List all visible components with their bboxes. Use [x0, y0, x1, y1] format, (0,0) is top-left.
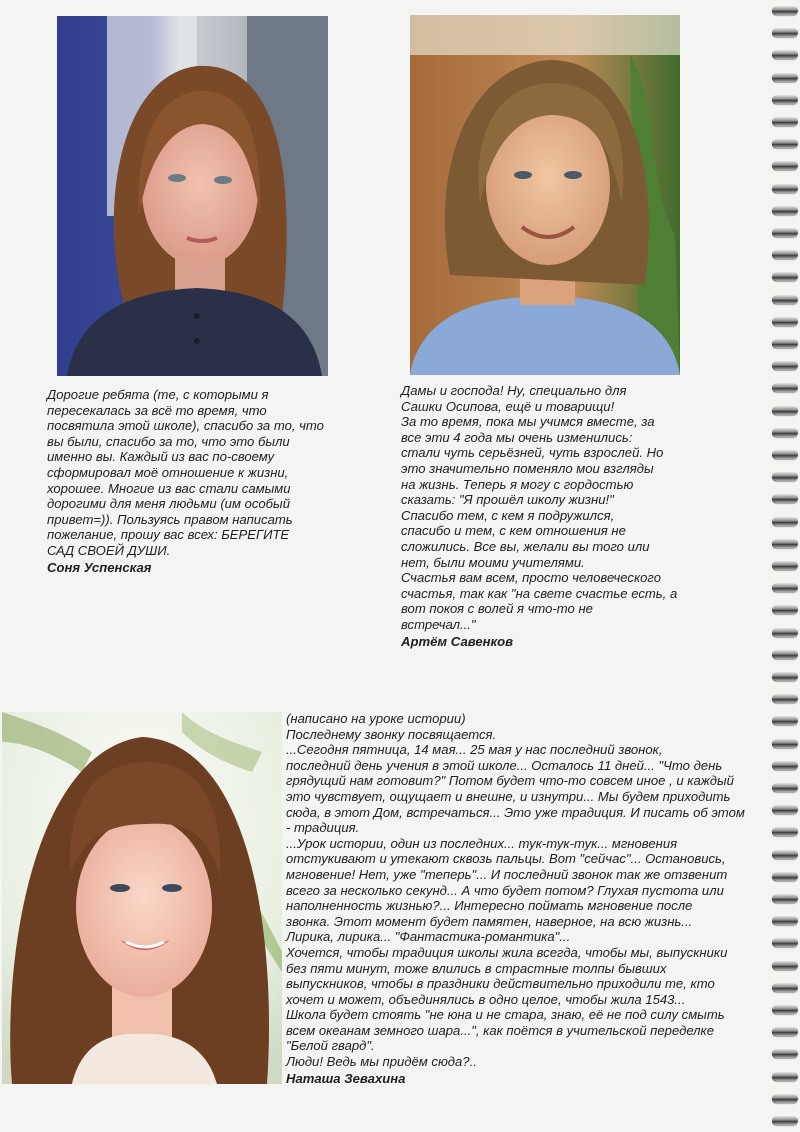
binding-ring [772, 872, 798, 881]
binding-ring [772, 6, 798, 15]
binding-ring [772, 694, 798, 703]
portrait-sonya-image [57, 16, 328, 376]
binding-ring [772, 250, 798, 259]
message-line: привет=)). Пользуясь правом написать [47, 511, 293, 527]
binding-ring [772, 850, 798, 859]
binding-ring [772, 117, 798, 126]
message-line: это значительно поменяло мои взгляды [401, 460, 654, 476]
message-artyom [401, 383, 731, 650]
binding-ring [772, 184, 798, 193]
binding-ring [772, 450, 798, 459]
message-line: За то время, пока мы учимся вместе, за [401, 414, 655, 430]
binding-ring [772, 1005, 798, 1014]
message-line: это чувствует, ощущает и внешне, и изнутри... Мы будем приходить [286, 788, 731, 804]
binding-ring [772, 561, 798, 570]
binding-ring [772, 361, 798, 370]
binding-ring [772, 1072, 798, 1081]
binding-ring [772, 472, 798, 481]
photo-artyom [410, 15, 680, 375]
portrait-artyom-image [410, 15, 680, 375]
photo-sonya [57, 16, 328, 376]
message-line: сформировал моё отношение к жизни, [47, 464, 289, 480]
binding-ring [772, 383, 798, 392]
message-line: все эти 4 года мы очень изменились: [401, 429, 633, 445]
message-line: наполненность жизнью?... Интересно поймать мгновение после [286, 898, 693, 914]
message-line: грядущий нам готовит?" Потом будет что-то совсем иное , и каждый [286, 773, 734, 789]
message-line: стали чуть серьёзней, чуть взрослей. Но [401, 445, 664, 461]
message-line: встречал..." [401, 616, 476, 632]
binding-ring [772, 1049, 798, 1058]
message-line: пожелание, прошу вас всех: БЕРЕГИТЕ [47, 527, 290, 543]
binding-ring [772, 95, 798, 104]
binding-ring [772, 272, 798, 281]
binding-ring [772, 650, 798, 659]
binding-ring [772, 406, 798, 415]
message-line: звонка. Этот момент будет памятен, наверное, на всю жизнь... [286, 913, 693, 929]
message-line: Школа будет стоять "не юна и не стара, знаю, её не под силу смыть [286, 1007, 725, 1023]
binding-ring [772, 583, 798, 592]
signature-sonya: Соня Успенская [47, 559, 152, 575]
binding-ring [772, 983, 798, 992]
message-line: посвятила этой школе), спасибо за то, что [47, 418, 324, 434]
message-line: дорогими для меня людьми (им особый [47, 496, 290, 512]
message-line: Люди! Ведь мы придём сюда?.. [286, 1054, 477, 1070]
message-line: вы были, спасибо за то, что это были [47, 433, 290, 449]
binding-ring [772, 161, 798, 170]
message-line: пересекалась за всё то время, что [47, 402, 267, 418]
binding-ring [772, 73, 798, 82]
binding-ring [772, 339, 798, 348]
binding-ring [772, 761, 798, 770]
binding-ring [772, 28, 798, 37]
message-line: Дорогие ребята (те, с которыми я [47, 387, 269, 402]
binding-ring [772, 961, 798, 970]
binding-ring [772, 916, 798, 925]
message-line: Последнему звонку посвящается. [286, 726, 497, 742]
signature-artyom: Артём Савенков [401, 633, 514, 649]
binding-ring [772, 517, 798, 526]
message-line: Счастья вам всем, просто человеческого [401, 570, 662, 586]
message-line: мгновение! Нет, уже "теперь"... И последний звонок так же отзвенит [286, 866, 728, 882]
message-line: ...Сегодня пятница, 14 мая... 25 мая у нас последний звонок, [286, 742, 663, 758]
message-line: сюда, в этот Дом, встречаться... Это уже традиция. И писать об этом [286, 804, 745, 820]
message-line: (написано на уроке истории) [286, 711, 466, 726]
signature-natasha: Наташа Зевахина [286, 1070, 406, 1086]
binding-ring [772, 1027, 798, 1036]
message-line: ...Урок истории, один из последних... тук-тук-тук... мгновения [286, 835, 678, 851]
message-line: - традиция. [286, 820, 360, 836]
message-line: Хочется, чтобы традиция школы жила всегда, чтобы мы, выпускники [286, 944, 728, 960]
message-line: отстукивают и утекают сквозь пальцы. Вот "сейчас"... Остановись, [286, 851, 726, 867]
message-line: сказать: "Я прошёл школу жизни!" [401, 492, 614, 508]
message-line: без пяти минут, тоже влились в страстные толпы бывших [286, 960, 667, 976]
binding-ring [772, 1094, 798, 1103]
message-line: счастья, так как "на свете счастье есть, а [401, 585, 678, 601]
message-line: САД СВОЕЙ ДУШИ. [47, 542, 171, 558]
message-line: сложились. Все вы, желали вы того или [401, 538, 650, 554]
binding-ring [772, 494, 798, 503]
binding-ring [772, 827, 798, 836]
binding-ring [772, 317, 798, 326]
binding-ring [772, 295, 798, 304]
binding-ring [772, 628, 798, 637]
message-natasha [286, 711, 756, 1087]
message-line: "Белой гвард". [286, 1038, 375, 1054]
binding-ring [772, 1116, 798, 1125]
binding-ring [772, 938, 798, 947]
message-line: именно вы. Каждый из вас по-своему [47, 449, 275, 465]
message-line: нет, были моими учителями. [401, 554, 585, 570]
binding-ring [772, 894, 798, 903]
message-line: всего за несколько секунд... А что будет потом? Глухая пустота или [286, 882, 724, 898]
binding-ring [772, 50, 798, 59]
message-line: последний день учения в этой школе... Осталось 11 дней... "Что день [286, 757, 723, 773]
message-line: Лирика, лирика... "Фантастика-романтика"... [286, 929, 571, 945]
binding-ring [772, 139, 798, 148]
binding-ring [772, 783, 798, 792]
message-line: всем океанам земного шара...", как поётся в учительской переделке [286, 1022, 715, 1038]
binding-ring [772, 805, 798, 814]
binding-ring [772, 539, 798, 548]
binding-ring [772, 228, 798, 237]
message-line: хорошее. Многие из вас стали самыми [47, 480, 291, 496]
message-line: Сашки Осипова, ещё и товарищи! [401, 398, 615, 414]
photo-natasha [2, 712, 282, 1084]
message-line: на жизнь. Теперь я могу с гордостью [401, 476, 634, 492]
binding-ring [772, 739, 798, 748]
binding-ring [772, 716, 798, 725]
binding-ring [772, 672, 798, 681]
message-sonya [47, 387, 377, 576]
binding-ring [772, 428, 798, 437]
message-line: выпускников, чтобы в праздники действительно приходили те, кто [286, 976, 715, 992]
binding-ring [772, 605, 798, 614]
message-line: хочет и может, объединялись в одно целое, чтобы жила 1543... [286, 991, 686, 1007]
message-line: вот покоя с волей я что-то не [401, 601, 593, 617]
message-line: спасибо и тем, с кем отношения не [401, 523, 626, 539]
spiral-binding [766, 0, 800, 1132]
message-line: Спасибо тем, с кем я подружился, [401, 507, 615, 523]
portrait-natasha-image [2, 712, 282, 1084]
binding-ring [772, 206, 798, 215]
message-line: Дамы и господа! Ну, специально для [401, 383, 627, 398]
